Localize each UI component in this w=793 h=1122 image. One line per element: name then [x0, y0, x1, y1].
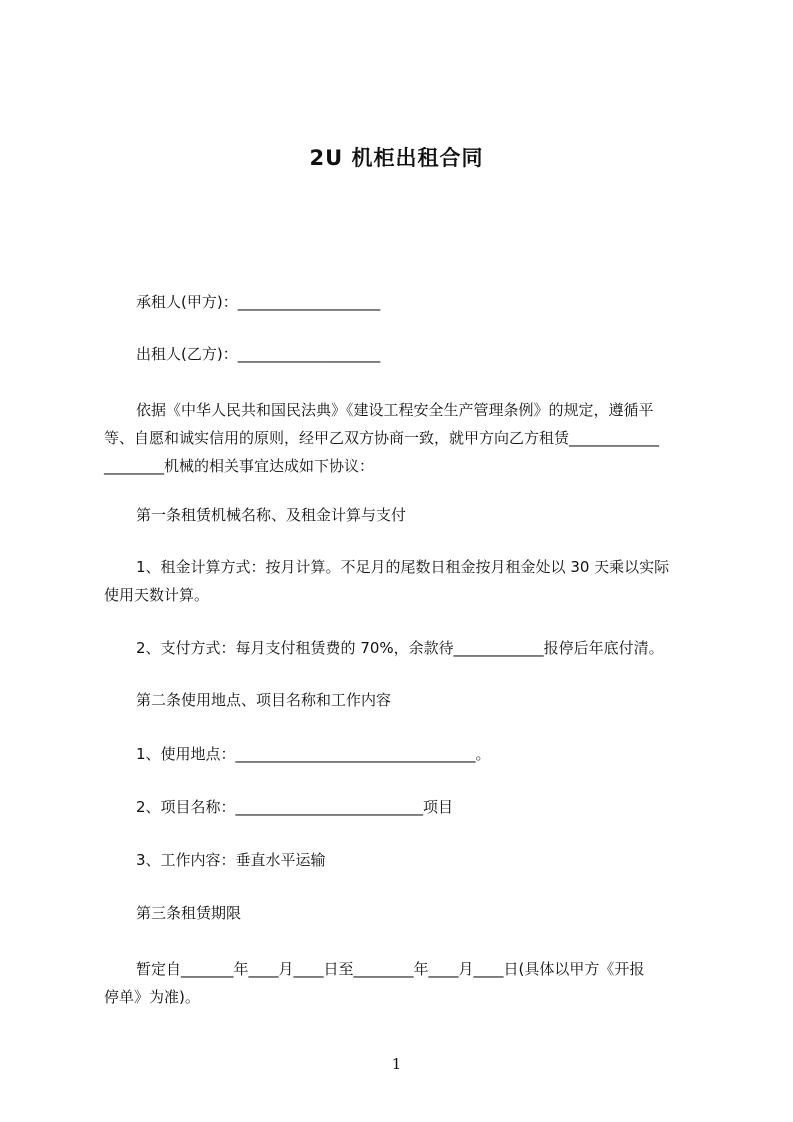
preamble-line-2: 等、自愿和诚实信用的原则，经甲乙双方协商一致，就甲方向乙方租赁____________	[104, 429, 660, 447]
preamble-line-3: ________机械的相关事宜达成如下协议：	[104, 457, 375, 475]
page-number: 1	[391, 1055, 402, 1073]
article-1-item-1-line-2: 使用天数计算。	[104, 586, 210, 604]
article-3-text-line-2: 停单》为准)。	[104, 988, 200, 1006]
article-1-item-1	[104, 553, 704, 609]
article-3-text	[104, 955, 704, 1011]
lessee-line: 承租人(甲方)：___________________	[136, 293, 381, 311]
article-2-heading: 第二条使用地点、项目名称和工作内容	[136, 691, 392, 709]
preamble-line-1: 依据《中华人民共和国民法典》《建设工程安全生产管理条例》的规定，遵循平	[136, 401, 654, 419]
preamble-paragraph	[104, 396, 704, 480]
article-1-heading: 第一条租赁机械名称、及租金计算与支付	[136, 506, 407, 524]
article-2-item-3: 3、工作内容：垂直水平运输	[136, 851, 326, 869]
document-title: 2U 机柜出租合同	[309, 146, 484, 170]
article-2-item-2: 2、项目名称：_________________________项目	[136, 798, 454, 816]
article-2-item-1: 1、使用地点：________________________________。	[136, 745, 491, 763]
article-1-item-2: 2、支付方式：每月支付租赁费的 70%，余款待____________报停后年底付清。	[136, 639, 664, 657]
article-1-item-1-line-1: 1、租金计算方式：按月计算。不足月的尾数日租金按月租金处以 30 天乘以实际	[136, 558, 670, 576]
article-3-text-line-1: 暂定自_______年____月____日至________年____月____日(具体以甲方《开报	[136, 960, 645, 978]
article-3-heading: 第三条租赁期限	[136, 904, 242, 922]
lessor-line: 出租人(乙方)：___________________	[136, 345, 381, 363]
